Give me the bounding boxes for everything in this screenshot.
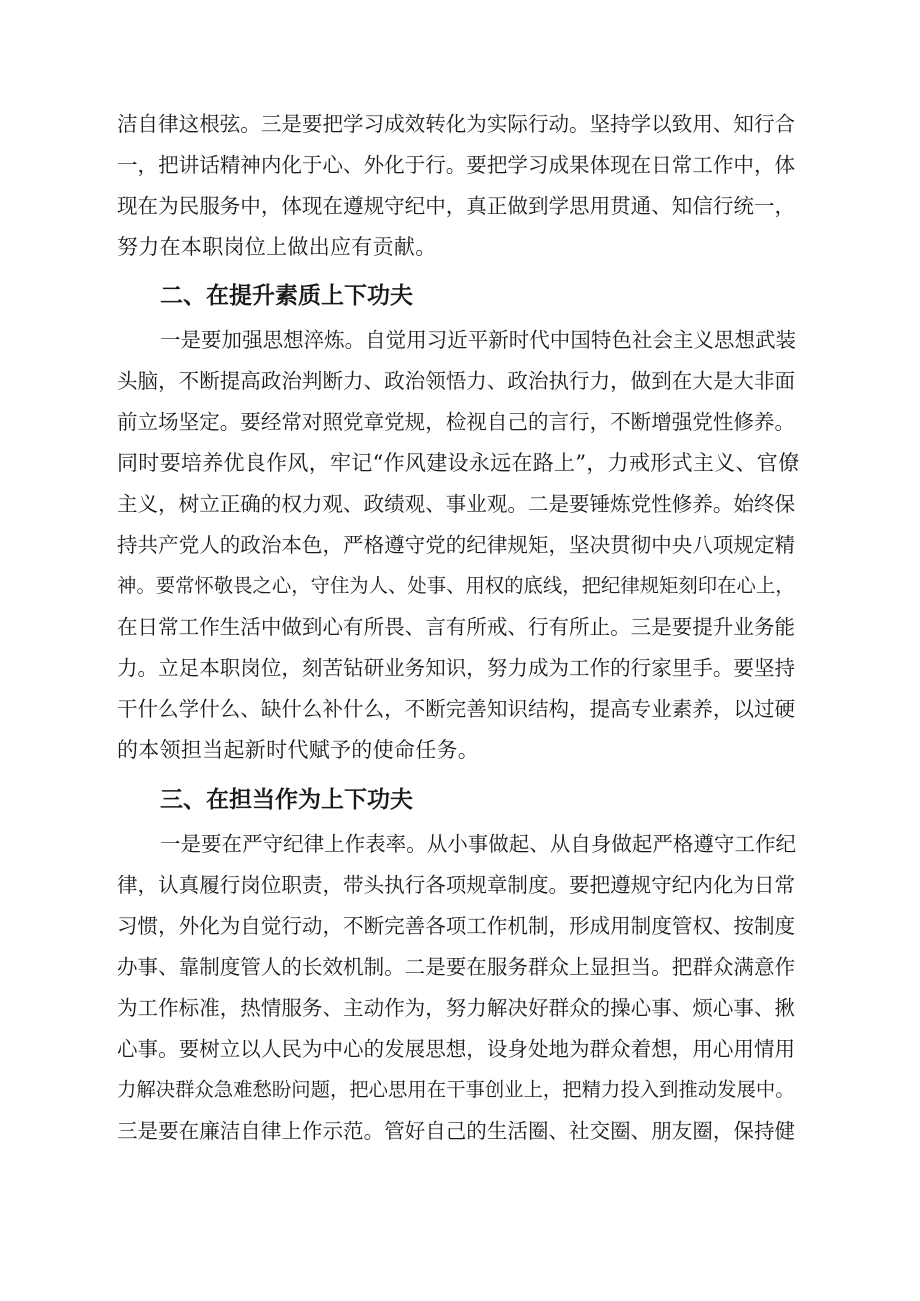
text-line: 的本领担当起新时代赋予的使命任务。 bbox=[117, 738, 480, 762]
text-line: 头脑，不断提高政治判断力、政治领悟力、政治执行力，做到在大是大非面 bbox=[117, 369, 796, 393]
text-line: 一是要加强思想淬炼。自觉用习近平新时代中国特色社会主义思想武装 bbox=[160, 328, 796, 352]
section-heading: 三、在担当作为上下功夫 bbox=[160, 787, 413, 813]
text-line: 律，认真履行岗位职责，带头执行各项规章制度。要把遵规守纪内化为日常 bbox=[117, 873, 796, 897]
text-line: 努力在本职岗位上做出应有贡献。 bbox=[117, 235, 437, 259]
text-line: 神。要常怀敬畏之心，守住为人、处事、用权的底线，把纪律规矩刻印在心上， bbox=[117, 574, 795, 597]
text-line: 同时要培养优良作风，牢记“作风建设永远在路上”，力戒形式主义、官僚 bbox=[117, 451, 800, 475]
text-line: 为工作标准，热情服务、主动作为，努力解决好群众的操心事、烦心事、揪 bbox=[117, 996, 796, 1020]
text-line: 三是要在廉洁自律上作示范。管好自己的生活圈、社交圈、朋友圈，保持健 bbox=[117, 1119, 796, 1143]
text-line: 持共产党人的政治本色，严格遵守党的纪律规矩，坚决贯彻中央八项规定精 bbox=[117, 533, 796, 557]
text-line: 习惯，外化为自觉行动，不断完善各项工作机制，形成用制度管权、按制度 bbox=[117, 914, 796, 938]
text-line: 一，把讲话精神内化于心、外化于行。要把学习成果体现在日常工作中，体 bbox=[117, 153, 796, 177]
text-line: 一是要在严守纪律上作表率。从小事做起、从自身做起严格遵守工作纪 bbox=[160, 832, 796, 856]
text-line: 力解决群众急难愁盼问题，把心思用在干事创业上，把精力投入到推动发展中。 bbox=[117, 1078, 795, 1101]
text-line: 干什么学什么、缺什么补什么，不断完善知识结构，提高专业素养，以过硬 bbox=[117, 697, 796, 721]
section-heading: 二、在提升素质上下功夫 bbox=[160, 283, 413, 309]
text-line: 洁自律这根弦。三是要把学习成效转化为实际行动。坚持学以致用、知行合 bbox=[117, 112, 796, 136]
text-line: 现在为民服务中，体现在遵规守纪中，真正做到学思用贯通、知信行统一， bbox=[117, 194, 796, 218]
text-line: 心事。要树立以人民为中心的发展思想，设身处地为群众着想，用心用情用 bbox=[117, 1037, 796, 1061]
text-line: 主义，树立正确的权力观、政绩观、事业观。二是要锤炼党性修养。始终保 bbox=[117, 492, 796, 516]
text-line: 力。立足本职岗位，刻苦钻研业务知识，努力成为工作的行家里手。要坚持 bbox=[117, 656, 796, 680]
text-line: 在日常工作生活中做到心有所畏、言有所戒、行有所止。三是要提升业务能 bbox=[117, 615, 796, 639]
text-line: 前立场坚定。要经常对照党章党规，检视自己的言行，不断增强党性修养。 bbox=[117, 410, 796, 434]
text-line: 办事、靠制度管人的长效机制。二是要在服务群众上显担当。把群众满意作 bbox=[117, 955, 796, 979]
